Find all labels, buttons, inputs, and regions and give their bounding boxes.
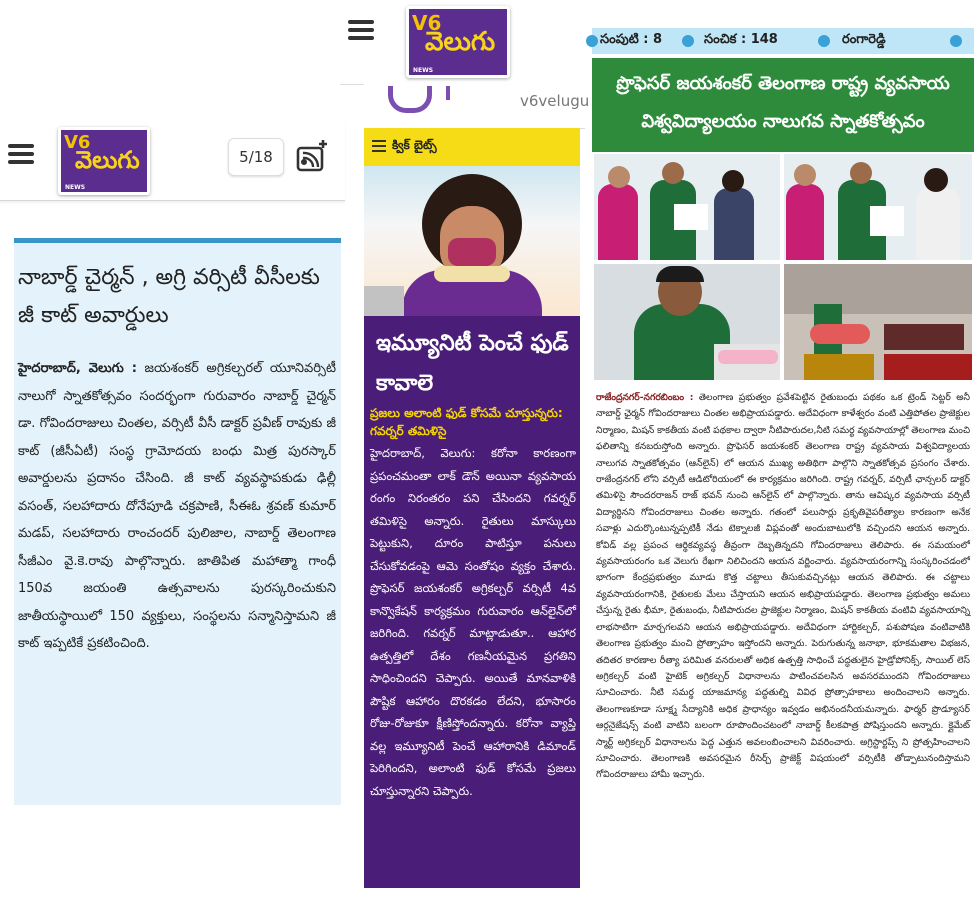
title-banner	[592, 58, 974, 152]
logo-news-text: NEWS	[65, 184, 86, 191]
logo-wordmark: వెలుగు	[75, 146, 140, 174]
convocation-photo-4	[784, 264, 972, 380]
article-headline: ఇమ్యూనిటీ పెంచే ఫుడ్ కావాలె	[376, 331, 569, 396]
article-card	[14, 238, 341, 805]
app-header-middle	[340, 0, 585, 85]
partial-logo-bar	[446, 86, 450, 100]
convocation-photo-1	[594, 154, 780, 260]
logo-wordmark: వెలుగు	[425, 27, 496, 57]
bullet-icon	[950, 35, 962, 47]
article-dateline: హైదరాబాద్, వెలుగు :	[18, 361, 137, 376]
section-bar[interactable]	[364, 128, 580, 166]
logo-v6-text: V6	[64, 132, 91, 153]
title-line-1: ప్రొఫెసర్ జయశంకర్ తెలంగాణ రాష్ట్ర వ్యవసాయ	[616, 73, 950, 94]
issue-label: సంచిక : 148	[704, 32, 778, 47]
issue-bar	[592, 28, 974, 54]
section-label: క్విక్ బైట్స్	[392, 138, 437, 152]
app-header	[0, 120, 345, 201]
article-panel-middle	[340, 0, 590, 890]
article-body	[18, 355, 336, 658]
article-dateline: రాజేంద్రనగర్-నగరబింబం :	[596, 392, 694, 403]
logo-news-text: NEWS	[413, 67, 434, 74]
volume-label: సంపుటి : 8	[600, 32, 663, 47]
bullet-icon	[818, 35, 830, 47]
convocation-photo-3	[594, 264, 780, 380]
article-body-text: జయశంకర్ అగ్రికల్చరల్ యూనివర్సిటీ నాలుగో స్నాతకోత్సవం సందర్భంగా గురువారం నాబార్డ్ చైర్మన్ డా. గోవిందరాజులు చింతల, వర్సిటీ వీసీ డాక్టర్ ప్రవీణ్ రావుకు జీ కాట్ (జీసీఏటీ) సంస్థ గ్రామోదయ బంధు మిత్ర పురస్కార్ అవార్డులను ప్రదానం చేసింది. జీ కాట్ వ్యవస్థాపకుడు ఢిల్లీ వసంత్, సలహాదారు దోనేపూడి చక్రపాణి, సీఈఓ శ్రవణ్ కుమార్ మడప్, సలహాదారు రాంచందర్ పులిజాల, నాబార్డ్ తెలంగాణ సీజీఎం వై.కె.రావు పాల్గొన్నారు. జాతిపిత మహాత్మా గాంధీ 150వ జయంతి ఉత్సవాలను పురస్కరించుకుని జాతీయస్థాయిలో 150 వ్యక్తులు, సంస్థలను సన్మానిస్తామని జీ కాట్ ఇప్పటికే ప్రకటించింది.	[18, 361, 336, 651]
convocation-photo-2	[784, 154, 972, 260]
district-label: రంగారెడ్డి	[842, 32, 886, 47]
v6-velugu-logo[interactable]	[58, 127, 150, 195]
address-bar[interactable]	[364, 84, 590, 129]
v6-velugu-logo[interactable]	[406, 6, 510, 78]
hamburger-menu-icon[interactable]	[8, 144, 34, 164]
article-body-text: హైదరాబాద్, వెలుగు: కరోనా కారణంగా ప్రపంచమంతా లాక్ డౌన్ అయినా వ్యవసాయ రంగం నిరంతరం పని చేసిందని గవర్నర్ తమిళిసై అన్నారు. రైతులు మాస్కులు పెట్టుకుని, దూరం పాటిస్తూ పనులు చేసుకోవడంపై ఆమె సంతోషం వ్యక్తం చేశారు. ప్రొఫెసర్ జయశంకర్ అగ్రికల్చర్ వర్సిటీ 4వ కాన్వొకేషన్ కార్యక్రమం గురువారం ఆన్‌లైన్‌లో జరిగింది. గవర్నర్ మాట్లాడుతూ.. ఆహార ఉత్పత్తిలో దేశం గణనీయమైన ప్రగతిని సాధించిందని చెప్పారు. అయితే మానవాళికి పౌష్టిక ఆహారం దొరకడం లేదని, భూసారం రోజు-రోజుకూ క్షీణిస్తోందన్నారు. కరోనా వ్యాప్తి వల్ల ఇమ్యూనిటీ పెంచే ఆహారానికి డిమాండ్ పెరిగిందని, అలాంటి ఫుడ్ కోసమే ప్రజలు చూస్తున్నారని చెప్పారు.	[370, 446, 576, 798]
governor-photo	[364, 166, 580, 316]
bullet-icon	[586, 35, 598, 47]
partial-logo-glyph	[388, 86, 432, 113]
article-subheadline: ప్రజలు అలాంటి ఫుడ్ కోసమే చూస్తున్నరు: గవర్నర్ తమిళిసై	[370, 406, 563, 438]
logo-v6-text: V6	[412, 11, 442, 35]
article-panel-left	[0, 120, 345, 810]
article-headline: నాబార్డ్ చైర్మన్ , అగ్రి వర్సిటీ వీసీలకు జీ కాట్ అవార్డులు	[18, 265, 320, 328]
newspaper-clipping	[592, 28, 974, 890]
bullet-icon	[682, 35, 694, 47]
article-body	[596, 390, 970, 784]
article-card-purple	[364, 316, 580, 888]
live-feed-icon[interactable]	[296, 138, 334, 174]
title-line-2: విశ్వవిద్యాలయం నాలుగవ స్నాతకోత్సవం	[641, 111, 925, 132]
hamburger-menu-icon[interactable]	[348, 20, 374, 40]
page-indicator[interactable]: 5/18	[228, 138, 284, 176]
menu-icon[interactable]	[372, 140, 386, 152]
article-body-text: తెలంగాణ ప్రభుత్వం ప్రవేశపెట్టిన రైతుబంధు పథకం ఒక ట్రెండ్ సెట్టర్ అనీ నాబార్డ్ ఛైర్మన్ గోవిందరాజులు చింతల అభిప్రాయపడ్డారు. అదేవిధంగా కాళేశ్వరం వంటి ఎత్తిపోతల ప్రాజెక్టుల నిర్మాణం, మిషన్ కాకతీయ వంటి పథకాల ద్వారా నీటిపారుదల,నీటి సమర్థ వ్యవసాయాల్లో తెలంగాణ మంచి ఫలితాన్ని కనబరుస్తోంది అన్నారు. ప్రొఫెసర్ జయశంకర్ తెలంగాణ రాష్ట్ర వ్యవసాయ విశ్వవిద్యాలయ నాలుగవ స్నాతకోత్సవం (ఆన్‌లైన్) లో ఆయన ముఖ్య అతిథిగా పాల్గొని స్నాతకోత్సవ ప్రసంగం చేశారు. రాజేంద్రనగర్ లోని వర్సిటీ ఆడిటోరియంలో ఈ కార్యక్రమం జరిగింది. రాష్ట్ర గవర్నర్, వర్సిటీ ఛాన్సలర్ డాక్టర్ తమిళిసై సౌందరరాజన్ రాజ్ భవన్ నుంచి ఆన్‌లైన్ లో పాల్గొన్నారు. తాను ఆవిష్కర వ్యవసాయ వర్సిటీ విద్యార్థినని గోవిందరాజులు చింతల అన్నారు. గతంలో పలుసార్లు ప్రకృతివైపరీత్యాల కారణంగా అనేక సవాళ్లు ఎదుర్కొంటున్నప్పటికీ నేడు టెక్నాలజీ విప్లవంతో అందుబాటులోకి వచ్చిందని ఆయన అన్నారు. కోవిడ్ వల్ల ప్రపంచ ఆర్థికవ్యవస్థ తీవ్రంగా దెబ్బతిన్నదని గోవిందరాజులు తెలిపారు. ఈ సమయంలో వ్యవసాయరంగం ఒక వెలుగు రేఖగా నిలిచిందని ఆయన వర్ణించారు. వ్యవసాయరంగాన్ని సంస్కరించడంలో భాగంగా కేంద్రప్రభుత్వం మూడు కొత్త చట్టాలు తీసుకువచ్చినట్లు ఆయన తెలిపారు. ఈ చట్టాలు వ్యవసాయరంగానికి, రైతులకు మేలు చేస్తాయని ఆయన అభిప్రాయపడ్డారు. తెలంగాణ ప్రభుత్వం అమలు చేస్తున్న రైతు భీమా, రైతుబంధు, నీటిపారుదల ప్రాజెక్టుల నిర్మాణం, మిషన్ కాకతీయ వంటివి వ్యవసాయాన్ని లాభసాటిగా మార్చగలవని ఆయన అభిప్రాయపడ్డారు. అదేవిధంగా హార్టికల్చర్, పశుపోషణ వంటివాటికి తెలంగాణ ప్రభుత్వం మంచి ప్రోత్సాహం ఇస్తోందని అన్నారు. పెరుగుతున్న జనాభా, భూకమతాల విభజన, తదితర కారణాల రీత్యా పరిమిత వనరులతో అధిక ఉత్పత్తి సాధించే పద్ధతులైన హైడ్రోపోనిక్స్, సాయిల్ లెస్ అగ్రికల్చర్ వంటి హైటెక్ అగ్రికల్చర్ విధానాలను పాటించవలసిన అవసరముందని గోవిందరాజులు సూచించారు. నీటి సమర్థ యాజమాన్య పద్ధతుల్ని వివిధ ప్రోత్సాహకాలు అందించాలని అన్నారు. తెలంగాణకూడా సూక్ష్మ సేద్యానికి అధిక ప్రాధాన్యం ఇవ్వడం అభినందనీయమన్నారు. ఫార్మర్ ప్రొడ్యూసర్ ఆర్గనైజేషన్స్ వంటి వాటిని బలంగా రూపొందించటంలో నాబార్డ్ కీలకపాత్ర పోషిస్తుందని అన్నారు. క్లైమేట్ స్మార్ట్ అగ్రికల్చర్ విధానాలను పెద్ద ఎత్తున అవలంబించాలని వివరించారు. అగ్రిస్టార్టప్స్ ని ప్రోత్సహించాలని సూచించారు. తెలంగాణకి అవసరమైన రీసెర్చ్ ప్రాజెక్ట్ విషయంలో వర్సిటీకి తోడ్పాటునందిస్తామని గోవిందరాజులు హామీ ఇచ్చారు.	[596, 392, 971, 781]
url-text: v6velugu	[520, 92, 590, 110]
